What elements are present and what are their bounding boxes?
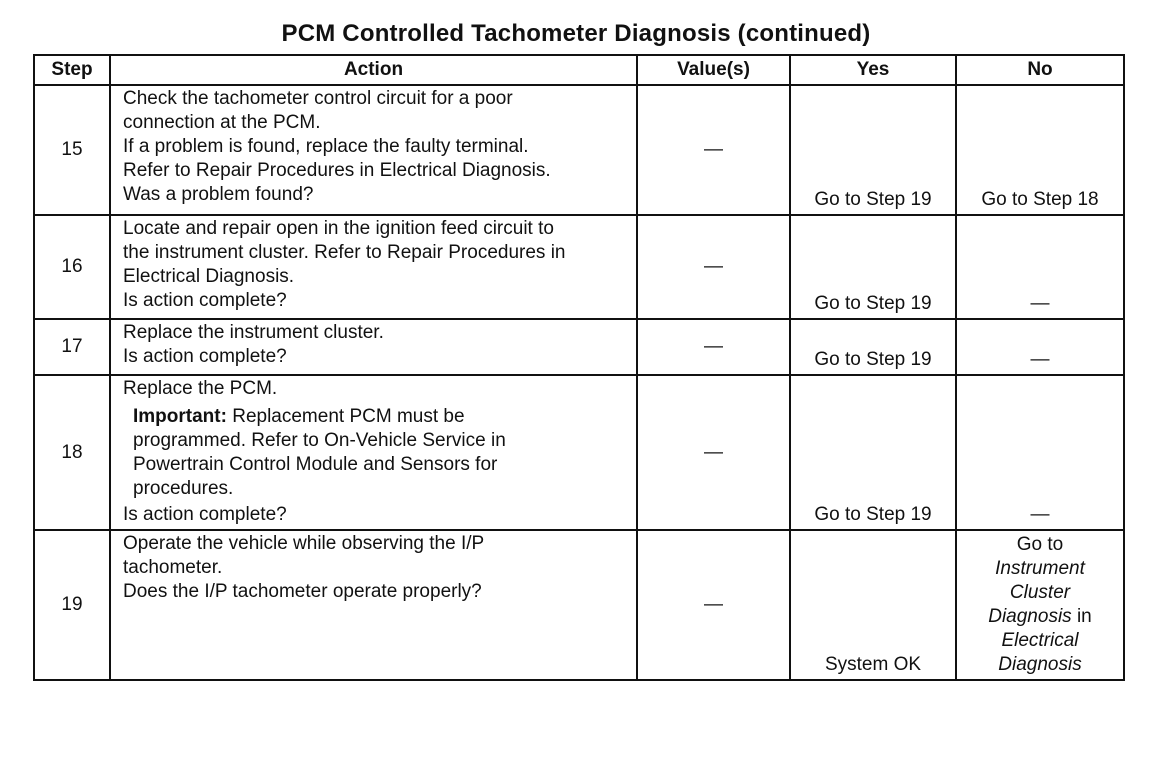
yes-cell: Go to Step 19 bbox=[790, 85, 956, 215]
yes-cell: Go to Step 19 bbox=[790, 375, 956, 530]
action-line: Locate and repair open in the ignition feed circuit to bbox=[123, 218, 554, 239]
step-number: 15 bbox=[34, 85, 110, 215]
no-go-to: Go to bbox=[1016, 534, 1064, 555]
step-number: 18 bbox=[34, 375, 110, 530]
action-line: Operate the vehicle while observing the I/P bbox=[123, 533, 485, 554]
step-number: 17 bbox=[34, 319, 110, 375]
value-cell: — bbox=[637, 530, 790, 680]
action-line: connection at the PCM. bbox=[123, 112, 321, 133]
table-row-step-17 bbox=[34, 319, 1124, 375]
action-question: Is action complete? bbox=[123, 346, 287, 367]
action-cell bbox=[110, 375, 637, 530]
value-cell: — bbox=[637, 85, 790, 215]
column-header-action: Action bbox=[110, 55, 637, 85]
no-cell: Go to Step 18 bbox=[956, 85, 1124, 215]
header-row bbox=[34, 55, 1124, 85]
action-question: Does the I/P tachometer operate properly? bbox=[123, 581, 482, 602]
action-line: If a problem is found, replace the faulty terminal. bbox=[123, 136, 529, 157]
doc-ref-instrument-cluster: Cluster bbox=[1009, 582, 1071, 603]
page-title: PCM Controlled Tachometer Diagnosis (continued) bbox=[281, 20, 871, 47]
no-cell: — bbox=[956, 375, 1124, 530]
important-text: Powertrain Control Module and Sensors for bbox=[133, 454, 498, 475]
important-text: programmed. Refer to On-Vehicle Service in bbox=[133, 430, 506, 451]
value-cell: — bbox=[637, 375, 790, 530]
no-cell bbox=[956, 530, 1124, 680]
diagnosis-table bbox=[33, 54, 1125, 681]
doc-ref-line bbox=[958, 605, 1122, 629]
table-row-step-15 bbox=[34, 85, 1124, 215]
doc-ref-instrument-cluster: Diagnosis bbox=[988, 606, 1072, 627]
action-line: Replace the PCM. bbox=[123, 378, 278, 399]
action-line: Electrical Diagnosis. bbox=[123, 266, 295, 287]
yes-cell: Go to Step 19 bbox=[790, 319, 956, 375]
action-line: tachometer. bbox=[123, 557, 223, 578]
action-cell bbox=[110, 530, 637, 680]
table-row-step-18 bbox=[34, 375, 1124, 530]
important-text: Replacement PCM must be bbox=[226, 406, 465, 427]
column-header-no: No bbox=[956, 55, 1124, 85]
action-question: Is action complete? bbox=[123, 504, 287, 525]
column-header-step: Step bbox=[34, 55, 110, 85]
action-line: the instrument cluster. Refer to Repair Procedures in bbox=[123, 242, 566, 263]
step-number: 16 bbox=[34, 215, 110, 319]
doc-ref-electrical-diagnosis: Electrical bbox=[1001, 630, 1079, 651]
table-row-step-16 bbox=[34, 215, 1124, 319]
yes-cell: System OK bbox=[790, 530, 956, 680]
step-number: 19 bbox=[34, 530, 110, 680]
value-cell: — bbox=[637, 215, 790, 319]
value-cell: — bbox=[637, 319, 790, 375]
in-word: in bbox=[1071, 606, 1092, 627]
table-row-step-19 bbox=[34, 530, 1124, 680]
important-label: Important: bbox=[133, 406, 227, 427]
doc-ref-electrical-diagnosis: Diagnosis bbox=[998, 654, 1082, 675]
action-line: Replace the instrument cluster. bbox=[123, 322, 384, 343]
no-cell: — bbox=[956, 215, 1124, 319]
action-cell bbox=[110, 215, 637, 319]
action-line: Refer to Repair Procedures in Electrical Diagnosis. bbox=[123, 160, 551, 181]
no-cell: — bbox=[956, 319, 1124, 375]
column-header-yes: Yes bbox=[790, 55, 956, 85]
important-text: procedures. bbox=[133, 478, 234, 499]
doc-ref-instrument-cluster: Instrument bbox=[995, 558, 1085, 579]
action-question: Is action complete? bbox=[123, 290, 287, 311]
action-question: Was a problem found? bbox=[123, 184, 314, 205]
action-cell bbox=[110, 319, 637, 375]
column-header-values: Value(s) bbox=[637, 55, 790, 85]
action-cell bbox=[110, 85, 637, 215]
action-line: Check the tachometer control circuit for a poor bbox=[123, 88, 513, 109]
important-note bbox=[123, 405, 628, 429]
yes-cell: Go to Step 19 bbox=[790, 215, 956, 319]
